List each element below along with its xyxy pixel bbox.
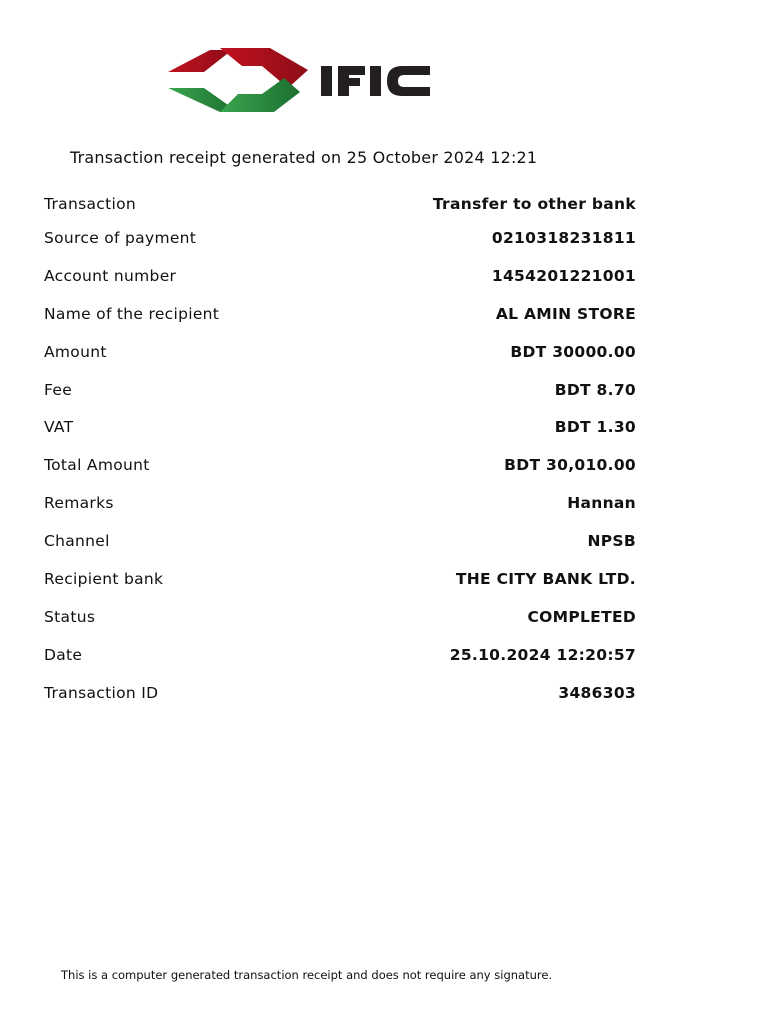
row-transaction-id <box>44 682 636 720</box>
row-amount <box>44 341 636 379</box>
row-value: COMPLETED <box>527 607 636 626</box>
row-label: VAT <box>44 418 74 437</box>
ific-wordmark <box>321 66 430 96</box>
row-value: THE CITY BANK LTD. <box>455 570 636 589</box>
row-label: Transaction <box>44 195 136 213</box>
row-value: Transfer to other bank <box>432 195 636 213</box>
row-label: Fee <box>44 380 73 399</box>
receipt-title: Transaction receipt generated on 25 October 2024 12:21 <box>70 148 538 167</box>
ific-logo <box>166 44 436 116</box>
row-value: BDT 1.30 <box>554 418 636 437</box>
row-label: Transaction ID <box>44 683 159 702</box>
row-recipient-bank <box>44 568 636 606</box>
row-account-number <box>44 265 636 303</box>
row-value: Hannan <box>567 494 636 513</box>
row-transaction <box>44 193 636 227</box>
transaction-details <box>44 193 636 720</box>
row-value: AL AMIN STORE <box>495 304 636 323</box>
row-remarks <box>44 492 636 530</box>
row-value: NPSB <box>587 532 636 551</box>
row-label: Recipient bank <box>44 570 164 589</box>
row-recipient-name <box>44 303 636 341</box>
row-label: Account number <box>44 266 177 285</box>
row-label: Remarks <box>44 494 114 513</box>
row-channel <box>44 530 636 568</box>
row-value: 1454201221001 <box>491 266 636 285</box>
row-source-of-payment <box>44 227 636 265</box>
row-label: Amount <box>44 342 107 361</box>
row-vat <box>44 416 636 454</box>
row-value: 3486303 <box>558 683 636 702</box>
row-status <box>44 606 636 644</box>
row-date <box>44 644 636 682</box>
footer-note: This is a computer generated transaction receipt and does not require any signature. <box>61 968 553 982</box>
row-value: BDT 30,010.00 <box>504 456 636 475</box>
row-value: BDT 8.70 <box>554 380 636 399</box>
row-value: 25.10.2024 12:20:57 <box>449 645 636 664</box>
row-total-amount <box>44 454 636 492</box>
row-label: Date <box>44 645 83 664</box>
row-value: 0210318231811 <box>491 229 636 247</box>
row-label: Source of payment <box>44 229 197 247</box>
row-label: Channel <box>44 532 110 551</box>
row-label: Name of the recipient <box>44 304 220 323</box>
row-fee <box>44 379 636 417</box>
row-label: Status <box>44 607 96 626</box>
row-value: BDT 30000.00 <box>510 342 636 361</box>
row-label: Total Amount <box>44 456 150 475</box>
